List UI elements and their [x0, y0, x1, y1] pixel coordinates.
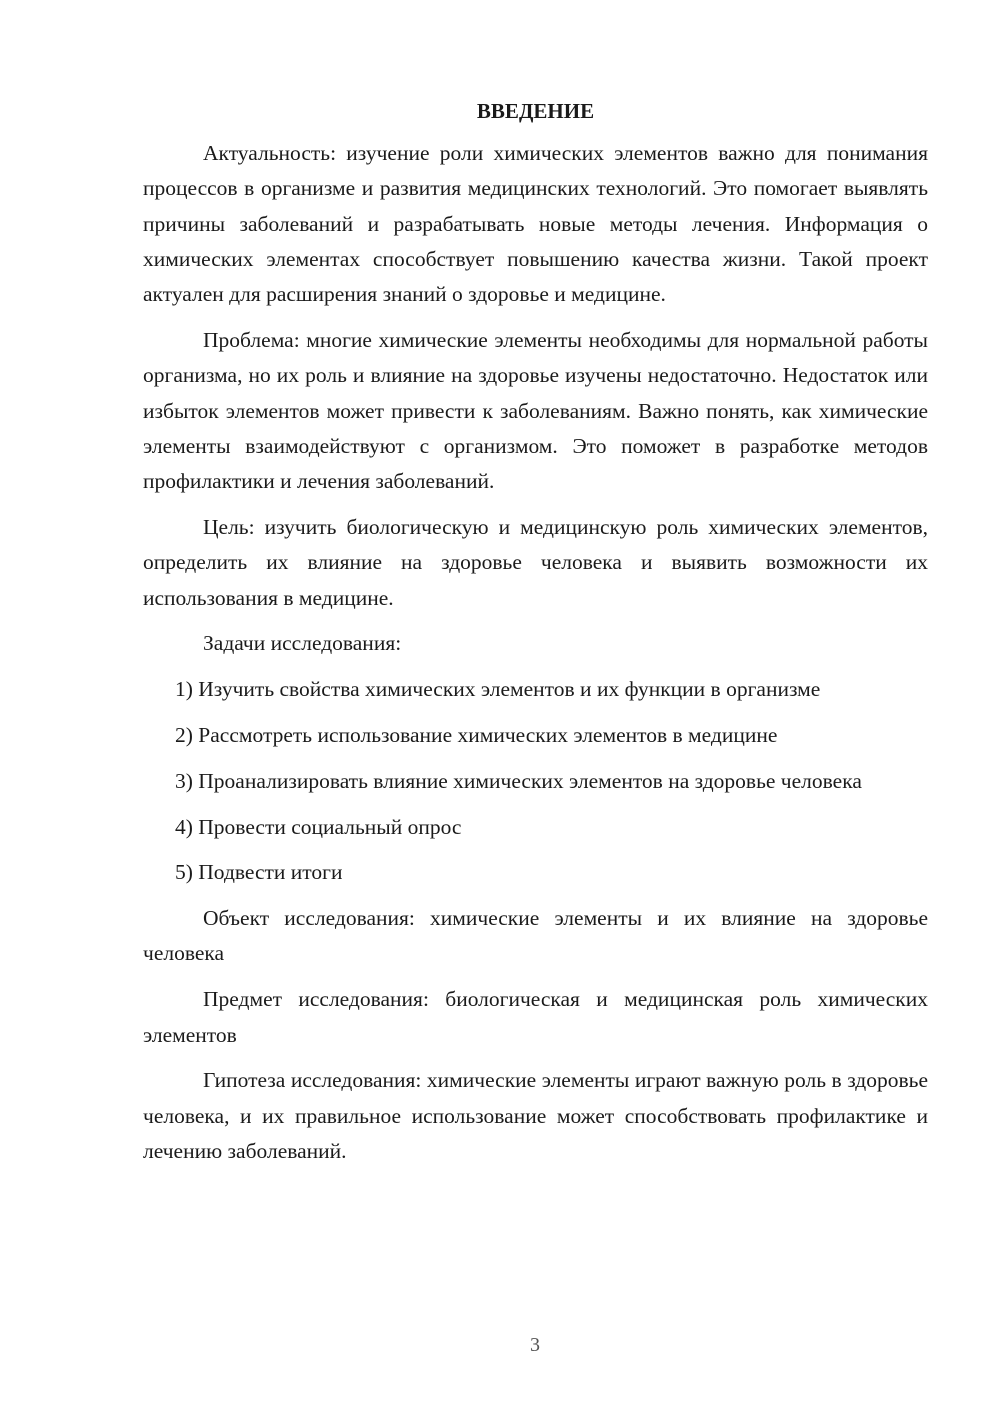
task-item: 2) Рассмотреть использование химических элементов в медицине — [175, 722, 778, 747]
document-page — [143, 96, 928, 1180]
page-number: 3 — [530, 1334, 540, 1356]
goal-paragraph: Цель: изучить биологическую и медицинскую роль химических элементов, определить их влияние на здоровье человека и выявить возможности их использования в медицине. — [143, 514, 928, 610]
task-item: 1) Изучить свойства химических элементов и их функции в организме — [175, 677, 821, 702]
subject-paragraph: Предмет исследования: биологическая и медицинская роль химических элементов — [143, 987, 928, 1047]
problem-paragraph: Проблема: многие химические элементы необходимы для нормальной работы организма, но их роль и влияние на здоровье изучены недостаточно. Недостаток или избыток элементов может привести к заболеваниям. Важно понять, как химические элементы взаимодействуют с организмом. Это поможет в разработке методов профилактики и лечения заболеваний. — [143, 327, 928, 494]
task-item: 5) Подвести итоги — [175, 860, 343, 885]
relevance-paragraph: Актуальность: изучение роли химических элементов важно для понимания процессов в организме и развития медицинских технологий. Это помогает выявлять причины заболеваний и разрабатывать новые методы лечения. Информация о химических элементах способствует повышению качества жизни. Такой проект актуален для расширения знаний о здоровье и медицине. — [143, 141, 928, 307]
task-item: 3) Проанализировать влияние химических элементов на здоровье человека — [175, 768, 862, 793]
object-paragraph: Объект исследования: химические элементы и их влияние на здоровье человека — [143, 906, 928, 966]
tasks-heading: Задачи исследования: — [203, 631, 402, 656]
task-item: 4) Провести социальный опрос — [175, 814, 462, 839]
hypothesis-paragraph: Гипотеза исследования: химические элементы играют важную роль в здоровье человека, и их правильное использование может способствовать профилактике и лечению заболеваний. — [143, 1068, 928, 1163]
page-title: ВВЕДЕНИЕ — [476, 99, 595, 123]
